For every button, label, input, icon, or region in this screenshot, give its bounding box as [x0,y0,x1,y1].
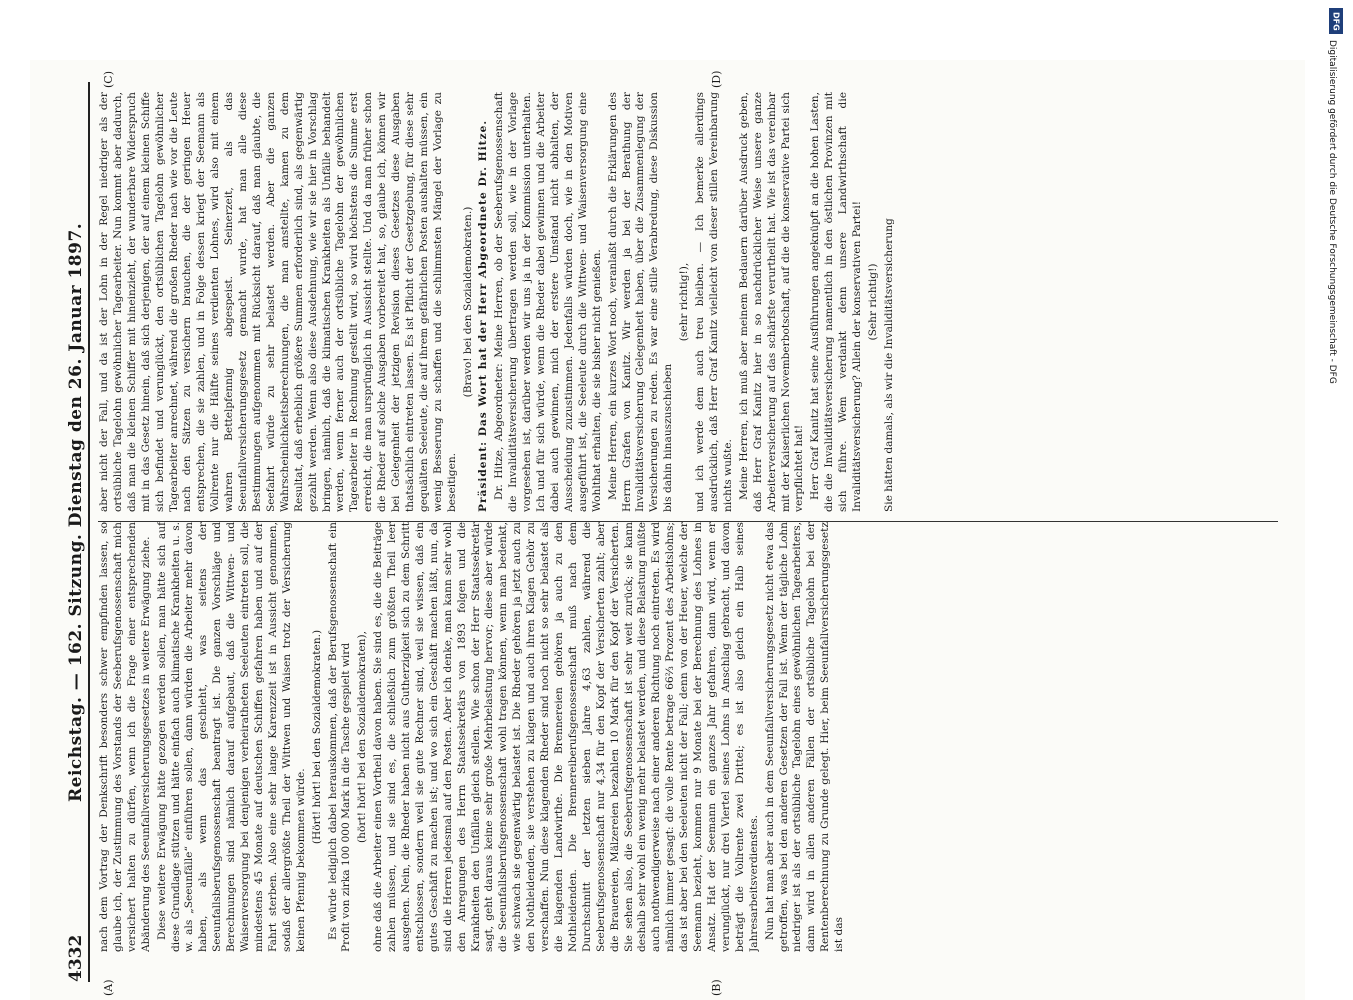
paragraph: Herr Graf Kanitz hat seine Ausführungen angeknüpft an die hohen Lasten, die die Invaliditätsversicherung namentlich in den östlichen Provinzen mit sich führe. Wem verdankt denn unsere Landwirthschaft die Invaliditätsversicherung? Allein der konservativen Partei! [809,92,864,512]
marker-d: (D) [710,70,723,88]
marker-a: (A) [102,979,115,996]
header-rule [88,82,90,982]
dfg-logo: DFG [1329,8,1343,34]
marker-b: (B) [710,979,723,996]
paragraph: aber nicht der Fall, und da ist der Lohn in der Regel niedriger als der ortsübliche Tagelohn gewöhnlicher Tagearbeiter. Nun kommt aber dadurch, daß man die kleinen Schiffer mit hineinzieht, der wunderbare Widerspruch mit in das Gesetz hinein, daß sich derjenigen, der auf einem kleinen Schiffe sich befindet und verunglückt, den ortsüblichen Tagelohn gewöhnlicher Tagearbeiter anrechnet, während die großen Rheder nach wie vor die Leute nach den Sätzen zu versichern brauchen, die der geringen Heuer entsprechen, die sie zahlen, und in Folge dessen kriegt der Seemann als Vollrente nur die Hälfte seines verdienten Lohnes, wird also mit einem wahren Bettelpfennig abgespeist. Seinerzeit, als das Seeunfallversicherungsgesetz gemacht wurde, hat man alle diese Bestimmungen aufgenommen mit Rücksicht darauf, daß man glaubte, die Seefahrt würde zu sehr belastet werden. Aber die ganzen Wahrscheinlichkeitsberechnungen, die man anstellte, kamen zu dem Resultat, daß erheblich größere Summen erforderlich sind, als gegenwärtig gezahlt werden. Wenn also diese Ausdehnung, wie wir sie hier in Vorschlag bringen, nämlich, daß die klimatischen Krankheiten als Unfälle behandelt werden, wenn ferner auch der ortsübliche Tagelohn der gewöhnlichen Tagearbeiter in Rechnung gestellt wird, so wird höchstens die Summe erst erreicht, die man ursprünglich in Aussicht stellte. Und da man früher schon die Rheder auf solche Ausgaben vorbereitet hat, so, glaube ich, können wir bei Gelegenheit der jetzigen Revision dieses Gesetzes diese Ausgaben thatsächlich eintreten lassen. Es ist Pflicht der Gesetzgebung, für diese sehr gequälten Seeleute, die auf ihrem gefährlichen Posten aushalten müssen, ein wenig Besserung zu schaffen und die schlimmsten Mängel der Vorlage zu beseitigen. [98,92,458,512]
column-rule [98,521,1278,522]
page-number: 4332 [66,934,86,982]
page-title: Reichstag. — 162. Sitzung. Dienstag den 26. Januar 1897. [66,222,86,802]
interjection: (sehr richtig!), [678,262,691,342]
interjection: (Sehr richtig!) [866,263,879,341]
digitization-credit: Digitalisierung gefördert durch die Deutsche Forschungsgemeinschaft - DFG [1327,40,1337,384]
interjection: (Hört! hört! bei den Sozialdemokraten.) [310,629,323,845]
paragraph: Sie hätten damals, als wir die Invaliditätsversicherung [882,218,895,512]
paragraph: Meine Herren, ich muß aber meinem Bedauern darüber Ausdruck geben, daß Herr Graf Kanitz hier in so nachdrücklicher Weise unsere ganze Arbeiterversicherung auf das schärfste verurtheilt hat. Wie ist das vereinbar mit der Kaiserlichen Novemberbotschaft, auf die die konservative Partei sich verpflichtet hat! [737,92,806,512]
paragraph: Dr. Hitze, Abgeordneter: Meine Herren, ob der Seeberufsgenossenschaft die Invaliditätsversicherung übertragen werden soll, wie in der Vorlage vorgesehen ist, darüber werden wir uns ja in der Kommission unterhalten. Ich und für sich würde, wenn die Rheder dabei gewinnen und die Arbeiter dabei auch gewinnen, mich der erstere Umstand nicht abhalten, der Ausscheidung zuzustimmen. Jedenfalls würden doch, wie in den Motiven ausgeführt ist, die Seeleute durch die Wittwen- und Waisenversorgung eine Wohlthat erhalten, die sie bisher nicht genießen. [493,92,603,512]
speaker-line: Präsident: Das Wort hat der Herr Abgeordnete Dr. Hitze. [477,119,490,512]
right-column [98,92,1278,512]
digitization-sidebar [1318,0,1353,1000]
paragraph: und ich werde dem auch treu bleiben. — Ich bemerke allerdings ausdrücklich, daß Herr Graf Kanitz vielleicht von dieser stillen Vereinbarung nichts wußte. [694,92,734,512]
interjection: (hört! hört! bei den Sozialdemokraten), [356,631,369,843]
scanned-page [30,60,1305,1000]
paragraph: nach dem Vortrag der Denkschrift besonders schwer empfinden lassen, so glaube ich, der Zustimmung des Vorstands der Seeberufsgenossenschaft mich versichert halten zu dürfen, wenn ich die Frage einer entsprechenden Abänderung des Seeunfallversicherungsgesetzes in weitere Erwägung ziehe. [98,522,152,952]
marker-c: (C) [102,71,115,88]
paragraph: Meine Herren, ein kurzes Wort noch, veranlaßt durch die Erklärungen des Herrn Grafen von Kanitz. Wir werden ja bei der Berathung der Invaliditätsversicherung Gelegenheit haben, über die Zusammenlegung der Versicherungen zu reden. Es war eine stille Verabredung, diese Diskussion bis dahin hinauszuschieben [606,92,675,512]
interjection: (Bravo! bei den Sozialdemokraten.) [461,206,474,398]
left-column [98,522,1278,952]
paragraph: Es würde lediglich dabei herauskommen, daß der Berufsgenossenschaft ein Profit von zirka 100 000 Mark in die Tasche gespielt wird [326,522,353,952]
paragraph: Diese weitere Erwägung hätte gezogen werden sollen, man hätte sich auf diese Grundlage stützen und hätte einfach auch klimatische Krankheiten u. s. w. als „Seeunfälle“ einführen sollen, dann würden die Arbeiter mehr davon haben, als wenn das geschieht, was seitens der Seeunfallsberufsgenossenschaft beantragt ist. Die ganzen Vorschläge und Berechnungen sind nämlich darauf aufgebaut, daß die Wittwen- und Waisenversorgung bei denjenigen verheiratheten Seeleuten eintreten soll, die mindestens 45 Monate auf deutschen Schiffen gefahren haben und auf der Fahrt sterben. Also eine sehr lange Karenzzeit ist in Aussicht genommen, sodaß der allergrößte Theil der Wittwen und Waisen trotz der Versicherung keinen Pfennig bekommen würde. [155,522,307,952]
paragraph: Nun hat man aber auch in dem Seeunfallversicherungsgesetz nicht etwa das getroffen, was bei den anderen Gesetzen der Fall ist. Wenn der tägliche Lohn niedriger ist als der ortsübliche Tagelohn eines gewöhnlichen Tagearbeiters, dann wird in allen anderen Fällen der ortsübliche Tagelohn bei der Rentenberechnung zu Grunde gelegt. Hier, beim Seeunfallversicherungsgesetz ist das [763,522,846,952]
paragraph: ohne daß die Arbeiter einen Vortheil davon haben. Sie sind es, die die Beiträge zahlen müssen, und sie sind es, die schließlich zum größten Theil leer ausgehen. Nein, die Rheder haben nicht aus Gutherzigkeit sich zu dem Schritt entschlossen, sondern weil sie gute Rechner sind, weil sie wissen, daß ein gutes Geschäft zu machen ist; und wo sich ein Geschäft machen läßt, nun, da sind die Herren jedesmal auf den Posten. Aber ich denke, man kann sehr wohl den Anregungen des Herrn Staatssekretärs von 1893 folgen und die Krankheiten den Unfällen gleich stellen. Wie schon der Herr Staatssekretär sagt, geht daraus keine sehr große Mehrbelastung hervor; diese aber würde die Seeunfallsberufsgenossenschaft wohl tragen können, wenn man bedenkt, wie schwach sie gegenwärtig belastet ist. Die Rheder gehören ja jetzt auch zu den Nothleidenden, sie verstehen zu klagen und auch ihren Klagen Gehör zu verschaffen. Nun diese klagenden Rheder sind noch nicht so sehr belastet als die klagenden Landwirthe. Die Brennereien gehören ja auch zu den Nothleidenden. Die Brennereiberufsgenossenschaft muß nach dem Durchschnitt der letzten sieben Jahre 4,63 zahlen, während die Seeberufsgenossenschaft nur 4,34 für den Kopf der Versicherten zahlt; aber die Brauereien, Mälzereien bezahlen 10 Mark für den Kopf der Versicherten. Sie sehen also, die Seeberufsgenossenschaft ist sehr weit zurück; sie kann deshalb sehr wohl ein wenig mehr belastet werden, und diese Belastung müßte auch nothwendigerweise nach einer anderen Richtung noch eintreten. Es wird nämlich immer gesagt: die volle Rente betrage 66⅔ Prozent des Arbeitslohns; das ist aber bei den Seeleuten nicht der Fall; denn von der Heuer, welche der Seemann bezieht, kommen nur 9 Monate bei der Berechnung des Lohnes in Ansatz. Hat der Seemann ein ganzes Jahr gefahren, dann wird, wenn er verunglückt, nur drei Viertel seines Lohns in Anschlag gebracht, und davon beträgt die Vollrente zwei Drittel; es ist also gleich ein Halb seines Jahresarbeitsverdienstes. [372,522,760,952]
